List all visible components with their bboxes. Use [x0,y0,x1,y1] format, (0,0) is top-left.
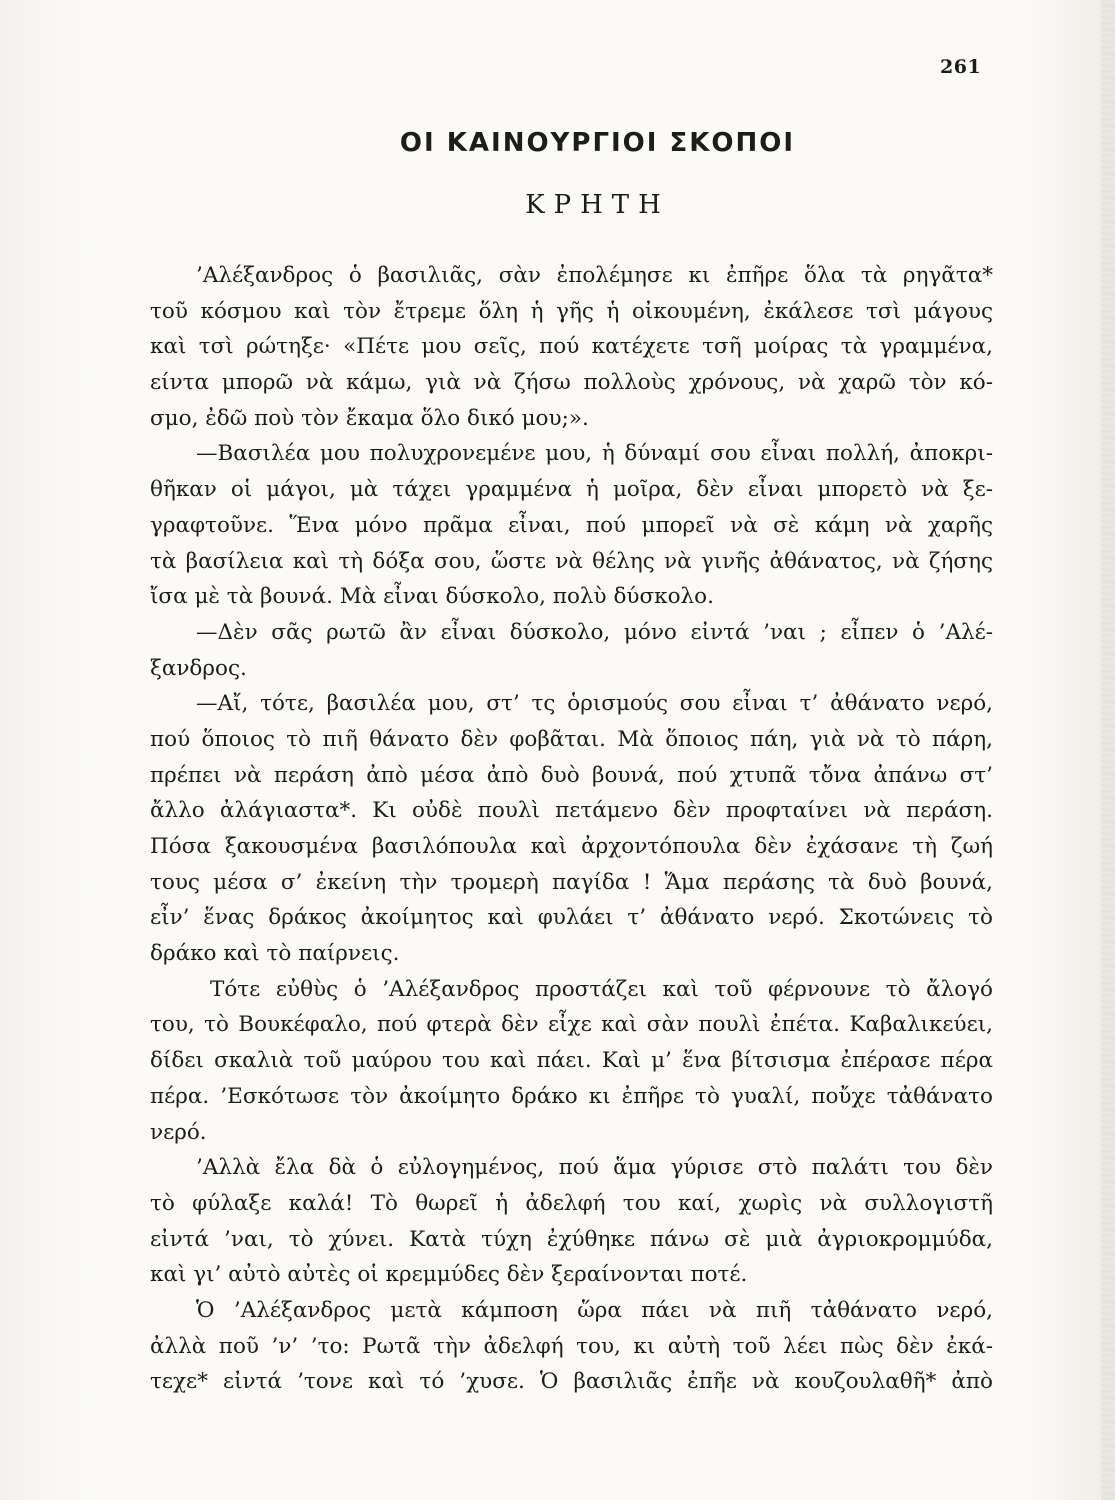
text-line: ἀλλὰ ποῦ ’ν’ ’το: Ρωτᾶ τὴν ἀδελφή του, κι αὐτὴ τοῦ λέει πὼς δὲν ἐκά- [150,1333,993,1359]
text-line: τους μέσα σ’ ἐκείνη τὴν τρομερὴ παγίδα ! Ἅμα περάσης τὰ δυὸ βουνά, [150,869,993,895]
text-line: τὸ φύλαξε καλά! Τὸ θωρεῖ ἡ ἀδελφή του καί, χωρὶς νὰ συλλογιστῆ [150,1190,993,1216]
text-line: τοῦ κόσμου καὶ τὸν ἔτρεμε ὅλη ἡ γῆς ἡ οἰκουμένη, ἐκάλεσε τσὶ μάγους [150,298,993,324]
text-line: —Αἴ, τότε, βασιλέα μου, στ’ τς ὁρισμούς σου εἶναι τ’ ἀθάνατο νερό, [196,691,993,717]
text-line: νερό. [150,1119,207,1145]
text-line: καὶ γι’ αὐτὸ αὐτὲς οἱ κρεμμύδες δὲν ξεραίνονται ποτέ. [150,1262,748,1288]
text-line: σμο, ἐδῶ ποὺ τὸν ἔκαμα ὅλο δικό μου;». [150,405,589,431]
text-line: ἴσα μὲ τὰ βουνά. Μὰ εἶναι δύσκολο, πολὺ δύσκολο. [150,584,714,610]
text-line: τὰ βασίλεια καὶ τὴ δόξα σου, ὥστε νὰ θέλης νὰ γινῆς ἀθάνατος, νὰ ζήσης [150,548,993,574]
page-number: 261 [940,56,982,78]
text-line: πρέπει νὰ περάση ἀπὸ μέσα ἀπὸ δυὸ βουνά, πού χτυπᾶ τὄνα ἀπάνω στ’ [150,762,993,788]
text-line: τεχε* εἰντά ’τονε καὶ τό ’χυσε. Ὁ βασιλιᾶς ἐπῆε νὰ κουζουλαθῆ* ἀπὸ [150,1369,993,1395]
text-line: ’Αλλὰ ἔλα δὰ ὁ εὐλογημένος, πού ἅμα γύρισε στὸ παλάτι του δὲν [196,1155,993,1181]
text-line: καὶ τσὶ ρώτηξε· «Πέτε μου σεῖς, πού κατέχετε τσῆ μοίρας τὰ γραμμένα, [150,334,993,360]
text-line: ξανδρος. [150,655,247,681]
text-line: δράκο καὶ τὸ παίρνεις. [150,941,400,967]
chapter-title: ΟΙ ΚΑΙΝΟΥΡΓΙΟΙ ΣΚΟΠΟΙ [399,128,796,158]
text-line: εἶν’ ἕνας δράκος ἀκοίμητος καὶ φυλάει τ’ ἀθάνατο νερό. Σκοτώνεις τὸ [150,905,993,931]
text-line: θῆκαν οἱ μάγοι, μὰ τάχει γραμμένα ἡ μοῖρα, δὲν εἶναι μπορετὸ νὰ ξε- [150,477,993,503]
text-line: Πόσα ξακουσμένα βασιλόπουλα καὶ ἀρχοντόπουλα δὲν ἐχάσανε τὴ ζωή [150,834,993,859]
text-line: Τότε εὐθὺς ὁ ’Αλέξανδρος προστάζει καὶ τοῦ φέρνουνε τὸ ἄλογό [210,976,993,1002]
text-line: εἰντά ’ναι, τὸ χύνει. Κατὰ τύχη ἐχύθηκε πάνω σὲ μιὰ ἀγριοκρομμύδα, [150,1226,993,1252]
text-line: πέρα. ’Εσκότωσε τὸν ἀκοίμητο δράκο κι ἐπῆρε τὸ γυαλί, ποὔχε τἀθάνατο [150,1083,993,1109]
text-line: είντα μπορῶ νὰ κάμω, γιὰ νὰ ζήσω πολλοὺς χρόνους, νὰ χαρῶ τὸν κό- [150,370,993,396]
text-line: ἄλλο ἀλάγιαστα*. Κι οὐδὲ πουλὶ πετάμενο δὲν προφταίνει νὰ περάση. [150,798,993,824]
chapter-subtitle: ΚΡΗΤΗ [525,190,670,220]
text-line: του, τὸ Βουκέφαλο, πού φτερὰ δὲν εἶχε καὶ σὰν πουλὶ ἐπέτα. Καβαλικεύει, [150,1012,993,1038]
text-line: —Βασιλέα μου πολυχρονεμένε μου, ἡ δύναμί σου εἶναι πολλή, ἀποκρι- [196,441,993,467]
text-line: Ὁ ’Αλέξανδρος μετὰ κάμποση ὥρα πάει νὰ πιῆ τἀθάνατο νερό, [196,1297,993,1323]
text-line: γραφτοῦνε. Ἕνα μόνο πρᾶμα εἶναι, πού μπορεῖ νὰ σὲ κάμη νὰ χαρῆς [150,512,993,538]
body-text [150,258,993,1400]
text-line: ’Αλέξανδρος ὁ βασιλιᾶς, σὰν ἐπολέμησε κι ἐπῆρε ὅλα τὰ ρηγᾶτα* [196,263,993,288]
page-edge [1101,0,1115,1500]
text-line: πού ὅποιος τὸ πιῆ θάνατο δὲν φοβᾶται. Μὰ ὅποιος πάη, γιὰ νὰ τὸ πάρη, [150,726,993,752]
text-line: —Δὲν σᾶς ρωτῶ ἂν εἶναι δύσκολο, μόνο εἰντά ’ναι ; εἶπεν ὁ ’Αλέ- [196,619,993,645]
text-line: δίδει σκαλιὰ τοῦ μαύρου του καὶ πάει. Καὶ μ’ ἕνα βίτσισμα ἐπέρασε πέρα [150,1048,993,1074]
